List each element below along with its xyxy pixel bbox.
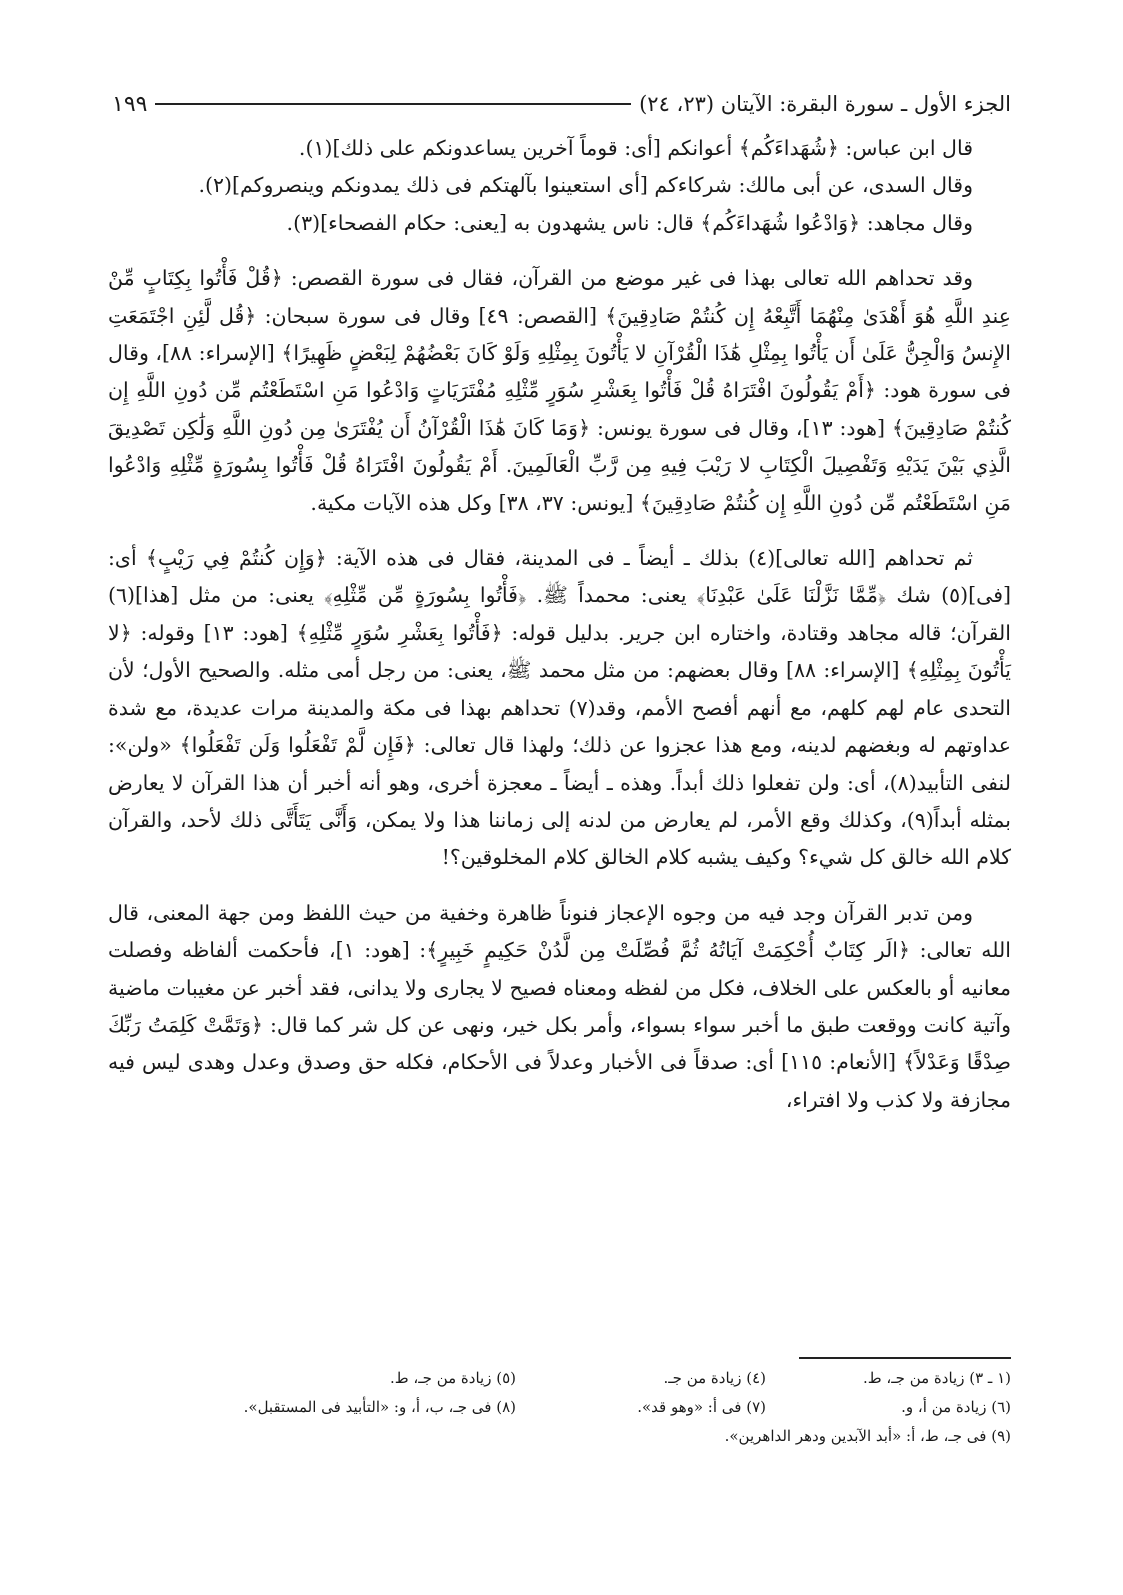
footnote-row xyxy=(112,1422,1011,1451)
footnote-row xyxy=(112,1393,1011,1422)
paragraph-ibn-abbas: قال ابن عباس: ﴿شُهَداءَكُم﴾ أعوانكم [أى: قوماً آخرين يساعدونكم على ذلك](١). xyxy=(298,136,973,160)
page-number: ١٩٩ xyxy=(112,91,148,117)
paragraph-challenge-medina: ثم تحداهم [الله تعالى](٤) بذلك ـ أيضاً ـ فى المدينة، فقال فى هذه الآية: ﴿وَإِن كُنتُمْ فِي رَيْبٍ﴾ أى: [فى](٥) شك ﴿مِّمَّا نَزَّلْنَا عَلَىٰ عَبْدِنَا﴾ يعنى: محمداً ﷺ. ﴿فَأْتُوا بِسُورَةٍ مِّن مِّثْلِهِ﴾ يعنى: من مثل [هذا](٦) القرآن؛ قاله مجاهد وقتادة، واختاره ابن جرير. بدليل قوله: ﴿فَأْتُوا بِعَشْرِ سُوَرٍ مِّثْلِهِ﴾ [هود: ١٣] وقوله: ﴿لا يَأْتُونَ بِمِثْلِهِ﴾ [الإسراء: ٨٨] وقال بعضهم: من مثل محمد ﷺ، يعنى: من رجل أمى مثله. والصحيح الأول؛ لأن التحدى عام لهم كلهم، مع أنهم أفصح الأمم، وقد(٧) تحداهم بهذا فى مكة والمدينة مرات عديدة، مع شدة عداوتهم له وبغضهم لدينه، ومع هذا عجزوا عن ذلك؛ ولهذا قال تعالى: ﴿فَإِن لَّمْ تَفْعَلُوا وَلَن تَفْعَلُوا﴾ «ولن»: لنفى التأبيد(٨)، أى: ولن تفعلوا ذلك أبداً. وهذه ـ أيضاً ـ معجزة أخرى، وهو أنه أخبر أن هذا القرآن لا يعارض بمثله أبداً(٩)، وكذلك وقع الأمر، لم يعارض من لدنه إلى زماننا هذا ولا يمكن، وَأَنَّى يَتَأَتَّى ذلك لأحد، والقرآن كلام الله خالق كل شيء؟ وكيف يشبه كلام الخالق كلام المخلوقين؟! xyxy=(108,546,1011,870)
running-title: الجزء الأول ـ سورة البقرة: الآيتان (٢٣، ٢٤) xyxy=(639,92,1011,116)
footnote-item: (٨) فى جـ، ب، أ، و: «التأبيد فى المستقبل». xyxy=(243,1398,516,1416)
page-header xyxy=(112,86,1011,122)
footnote-row xyxy=(112,1364,1011,1393)
footnote-item: (٤) زيادة من جـ. xyxy=(663,1369,766,1387)
footnotes xyxy=(112,1364,1011,1451)
header-rule xyxy=(155,103,631,105)
paragraph-challenge-mecca: وقد تحداهم الله تعالى بهذا فى غير موضع من القرآن، فقال فى سورة القصص: ﴿قُلْ فَأْتُوا بِكِتَابٍ مِّنْ عِندِ اللَّهِ هُوَ أَهْدَىٰ مِنْهُمَا أَتَّبِعْهُ إِن كُنتُمْ صَادِقِينَ﴾ [القصص: ٤٩] وقال فى سورة سبحان: ﴿قُل لَّئِنِ اجْتَمَعَتِ الإِنسُ وَالْجِنُّ عَلَىٰ أَن يَأْتُوا بِمِثْلِ هَٰذَا الْقُرْآنِ لا يَأْتُونَ بِمِثْلِهِ وَلَوْ كَانَ بَعْضُهُمْ لِبَعْضٍ ظَهِيرًا﴾ [الإسراء: ٨٨]، وقال فى سورة هود: ﴿أَمْ يَقُولُونَ افْتَرَاهُ قُلْ فَأْتُوا بِعَشْرِ سُوَرٍ مِّثْلِهِ مُفْتَرَيَاتٍ وَادْعُوا مَنِ اسْتَطَعْتُم مِّن دُونِ اللَّهِ إِن كُنتُمْ صَادِقِينَ﴾ [هود: ١٣]، وقال فى سورة يونس: ﴿وَمَا كَانَ هَٰذَا الْقُرْآنُ أَن يُفْتَرَىٰ مِن دُونِ اللَّهِ وَلَٰكِن تَصْدِيقَ الَّذِي بَيْنَ يَدَيْهِ وَتَفْصِيلَ الْكِتَابِ لا رَيْبَ فِيهِ مِن رَّبِّ الْعَالَمِينَ. أَمْ يَقُولُونَ افْتَرَاهُ قُلْ فَأْتُوا بِسُورَةٍ مِّثْلِهِ وَادْعُوا مَنِ اسْتَطَعْتُم مِّن دُونِ اللَّهِ إِن كُنتُمْ صَادِقِينَ﴾ [يونس: ٣٧، ٣٨] وكل هذه الآيات مكية. xyxy=(108,266,1011,515)
footnote-item: (٦) زيادة من أ، و. xyxy=(901,1398,1011,1416)
footnote-item: (٥) زيادة من جـ، ط. xyxy=(390,1369,516,1387)
footnote-item: (٩) فى جـ، ط، أ: «أبد الآبدين ودهر الداهرين». xyxy=(724,1427,1011,1445)
footnote-rule xyxy=(799,1357,1011,1359)
paragraph-mujahid: وقال مجاهد: ﴿وَادْعُوا شُهَداءَكُم﴾ قال: ناس يشهدون به [يعنى: حكام الفصحاء](٣). xyxy=(286,210,973,235)
paragraph-suddi: وقال السدى، عن أبى مالك: شركاءكم [أى استعينوا بآلهتكم فى ذلك يمدونكم وينصروكم](٢). xyxy=(198,173,973,198)
footnote-item: (١ ـ ٣) زيادة من جـ، ط. xyxy=(863,1369,1011,1387)
paragraph-ijaz: ومن تدبر القرآن وجد فيه من وجوه الإعجاز فنوناً ظاهرة وخفية من حيث اللفظ ومن جهة المعنى، قال الله تعالى: ﴿الَر كِتَابٌ أُحْكِمَتْ آيَاتُهُ ثُمَّ فُصِّلَتْ مِن لَّدُنْ حَكِيمٍ خَبِيرٍ﴾: [هود: ١]، فأحكمت ألفاظه وفصلت معانيه أو بالعكس على الخلاف، فكل من لفظه ومعناه فصيح لا يجارى ولا يدانى، فقد أخبر عن مغيبات ماضية وآتية كانت ووقعت طبق ما أخبر سواء بسواء، وأمر بكل خير، ونهى عن كل شر كما قال: ﴿وَتَمَّتْ كَلِمَتُ رَبِّكَ صِدْقًا وَعَدْلاً﴾ [الأنعام: ١١٥] أى: صدقاً فى الأخبار وعدلاً فى الأحكام، فكله حق وصدق وعدل وهدى ليس فيه مجازفة ولا كذب ولا افتراء، xyxy=(108,900,1011,1112)
page-body xyxy=(108,130,1011,1119)
footnote-item: (٧) فى أ: «وهو قد». xyxy=(637,1398,766,1416)
